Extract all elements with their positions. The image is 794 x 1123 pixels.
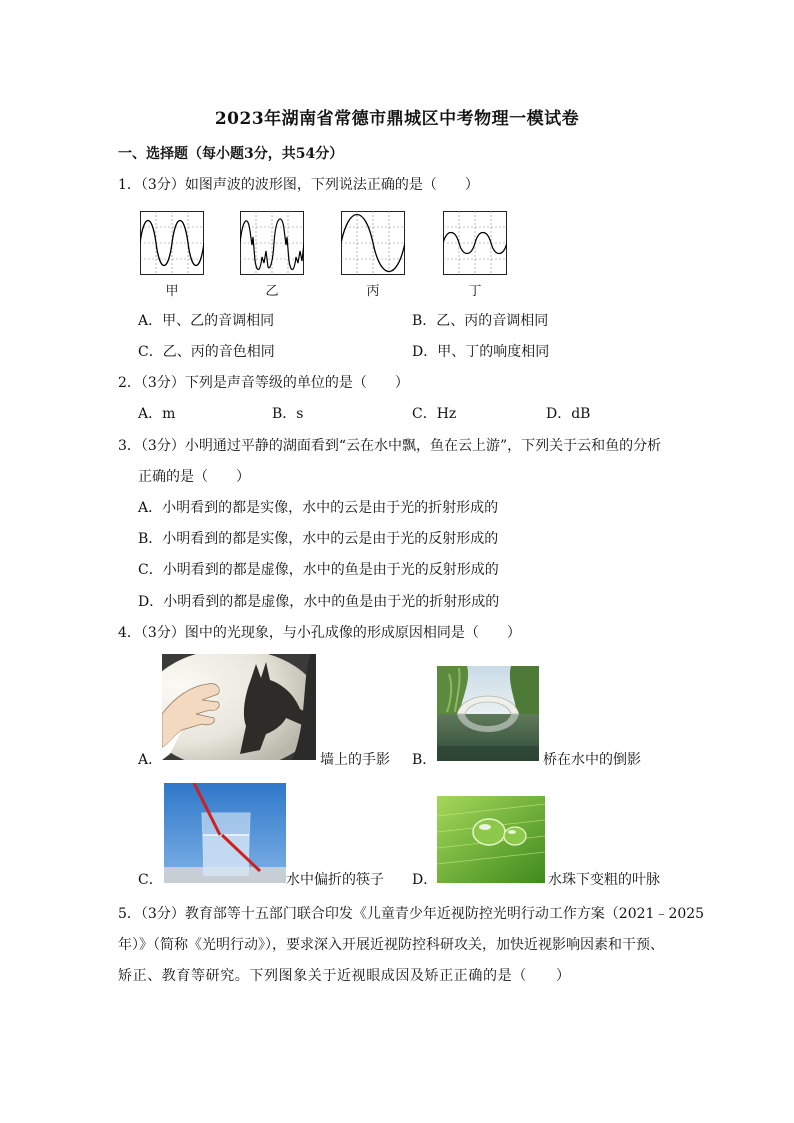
q1-option-b: B．乙、丙的音调相同 — [412, 313, 549, 329]
q1-option-c: C．乙、丙的音色相同 — [138, 344, 275, 360]
q1-option-d: D．甲、丁的响度相同 — [412, 344, 550, 360]
bridge-reflection-image — [437, 666, 539, 761]
q1-option-a: A．甲、乙的音调相同 — [138, 313, 275, 329]
wave-label-yi: 乙 — [265, 284, 279, 299]
q4-option-d-letter: D． — [412, 872, 438, 888]
wave-label-jia: 甲 — [165, 284, 179, 299]
q2-option-a: A．m — [138, 406, 176, 422]
q2-option-d: D．dB — [546, 406, 591, 422]
q3-stem-line1: 3．（3分）小明通过平静的湖面看到“云在水中飘，鱼在云上游”，下列关于云和鱼的分析 — [118, 438, 662, 454]
bent-chopstick-image — [164, 783, 286, 883]
q2-option-b: B．s — [272, 406, 304, 422]
q3-option-d: D．小明看到的都是虚像，水中的鱼是由于光的折射形成的 — [138, 594, 500, 610]
q2-option-c: C．Hz — [412, 406, 457, 422]
q3-stem-line2: 正确的是（ ） — [138, 469, 250, 485]
q4-option-c-letter: C． — [138, 872, 163, 888]
q4-option-a-letter: A． — [138, 752, 163, 768]
q3-option-a: A．小明看到的都是实像，水中的云是由于光的折射形成的 — [138, 500, 499, 516]
wave-label-bing: 丙 — [366, 284, 380, 299]
q2-stem: 2．（3分）下列是声音等级的单位的是（ ） — [118, 375, 409, 391]
q5-stem-line2: 年）》（简称《光明行动》），要求深入开展近视防控科研攻关，加快近视影响因素和干预、 — [118, 937, 664, 953]
wave-jia-figure — [140, 211, 204, 275]
q3-option-b: B．小明看到的都是实像，水中的云是由于光的反射形成的 — [138, 531, 499, 547]
wave-yi-figure — [240, 211, 304, 275]
wave-bing-figure — [341, 211, 405, 275]
exam-title: 2023年湖南省常德市鼎城区中考物理一模试卷 — [214, 109, 580, 129]
wave-label-ding: 丁 — [468, 284, 482, 299]
q1-stem: 1．（3分）如图声波的波形图，下列说法正确的是（ ） — [118, 177, 479, 193]
q5-stem-line3: 矫正、教育等研究。下列图象关于近视眼成因及矫正正确的是（ ） — [118, 968, 571, 984]
q3-option-c: C．小明看到的都是虚像，水中的鱼是由于光的反射形成的 — [138, 562, 499, 578]
q5-stem-line1: 5．（3分）教育部等十五部门联合印发《儿童青少年近视防控光明行动工作方案（2021﹣2025 — [118, 906, 705, 922]
q4-stem: 4．（3分）图中的光现象，与小孔成像的形成原因相同是（ ） — [118, 625, 521, 641]
leaf-droplet-image — [437, 796, 545, 883]
section-heading: 一、选择题（每小题3分，共54分） — [118, 146, 344, 162]
q4-option-d-caption: 水珠下变粗的叶脉 — [548, 872, 660, 888]
q4-option-c-caption: 水中偏折的筷子 — [286, 872, 384, 888]
hand-shadow-image — [162, 654, 316, 760]
q4-option-a-caption: 墙上的手影 — [320, 752, 390, 768]
wave-ding-figure — [443, 211, 507, 275]
q4-option-b-letter: B． — [412, 752, 437, 768]
q4-option-b-caption: 桥在水中的倒影 — [543, 752, 641, 768]
